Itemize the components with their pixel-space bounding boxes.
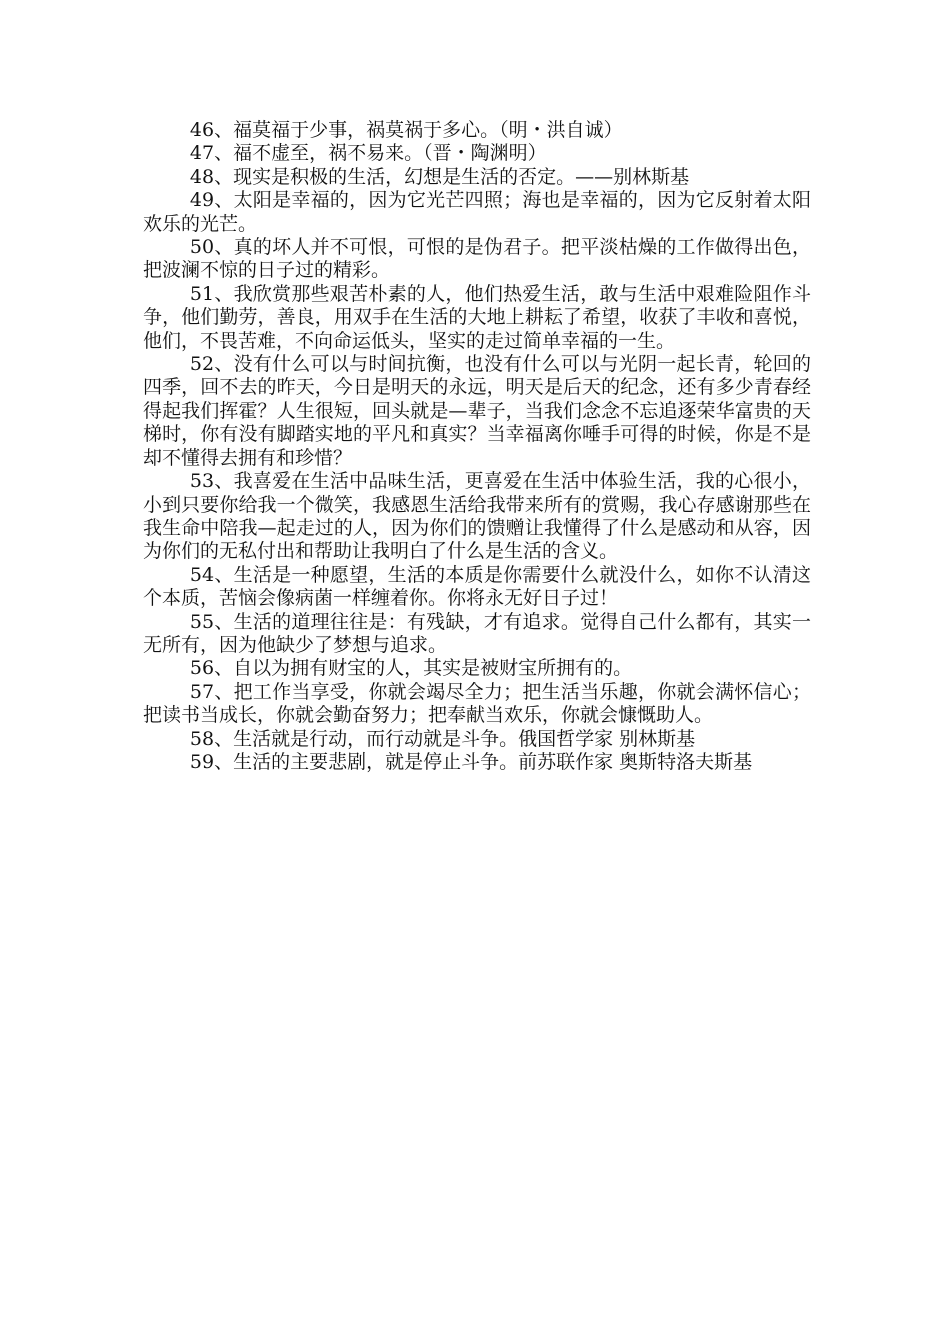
paragraph-48: 48、现实是积极的生活，幻想是生活的否定。——别林斯基 [189,165,690,188]
paragraph-57: 57、把工作当享受，你就会竭尽全力；把生活当乐趣，你就会满怀信心；把读书当成长，你就会勤奋努力；把奉献当欢乐，你就会慷慨助人。 [143,680,811,727]
document-body [143,119,811,774]
paragraph-50: 50、真的坏人并不可恨，可恨的是伪君子。把平淡枯燥的工作做得出色，把波澜不惊的日子过的精彩。 [143,236,811,282]
paragraph-51: 51、我欣赏那些艰苦朴素的人，他们热爱生活，敢与生活中艰难险阻作斗争，他们勤劳，善良，用双手在生活的大地上耕耘了希望，收获了丰收和喜悦，他们，不畏苦难，不向命运低头，坚实的走过简单幸福的一生。 [143,282,811,352]
paragraph-54: 54、生活是一种愿望，生活的本质是你需要什么就没什么，如你不认清这个本质，苦恼会像病菌一样缠着你。你将永无好日子过！ [143,563,811,610]
paragraph-49: 49、太阳是幸福的，因为它光芒四照；海也是幸福的，因为它反射着太阳欢乐的光芒。 [143,189,811,235]
paragraph-52: 52、没有什么可以与时间抗衡，也没有什么可以与光阴一起长青，轮回的四季，回不去的昨天，今日是明天的永远，明天是后天的纪念，还有多少青春经得起我们挥霍？人生很短，回头就是—辈子，当我们念念不忘追逐荣华富贵的天梯时，你有没有脚踏实地的平凡和真实？当幸福离你唾手可得的时候，你是不是却不懂得去拥有和珍惜？ [143,353,811,469]
paragraph-56: 56、自以为拥有财宝的人，其实是被财宝所拥有的。 [189,657,633,680]
paragraph-58: 58、生活就是行动，而行动就是斗争。俄国哲学家 别林斯基 [189,727,696,750]
paragraph-55: 55、生活的道理往往是：有残缺，才有追求。觉得自己什么都有，其实一无所有，因为他缺少了梦想与追求。 [143,610,811,656]
paragraph-47: 47、福不虚至，祸不易来。（晋・陶渊明） [189,142,547,165]
paragraph-59: 59、生活的主要悲剧，就是停止斗争。前苏联作家 奥斯特洛夫斯基 [189,750,753,773]
paragraph-53: 53、我喜爱在生活中品味生活，更喜爱在生活中体验生活，我的心很小，小到只要你给我一个微笑，我感恩生活给我带来所有的赏赐，我心存感谢那些在我生命中陪我—起走过的人，因为你们的馈赠让我懂得了什么是感动和从容，因为你们的无私付出和帮助让我明白了什么是生活的含义。 [143,470,811,563]
paragraph-46: 46、福莫福于少事，祸莫祸于多心。（明・洪自诚） [189,119,623,141]
